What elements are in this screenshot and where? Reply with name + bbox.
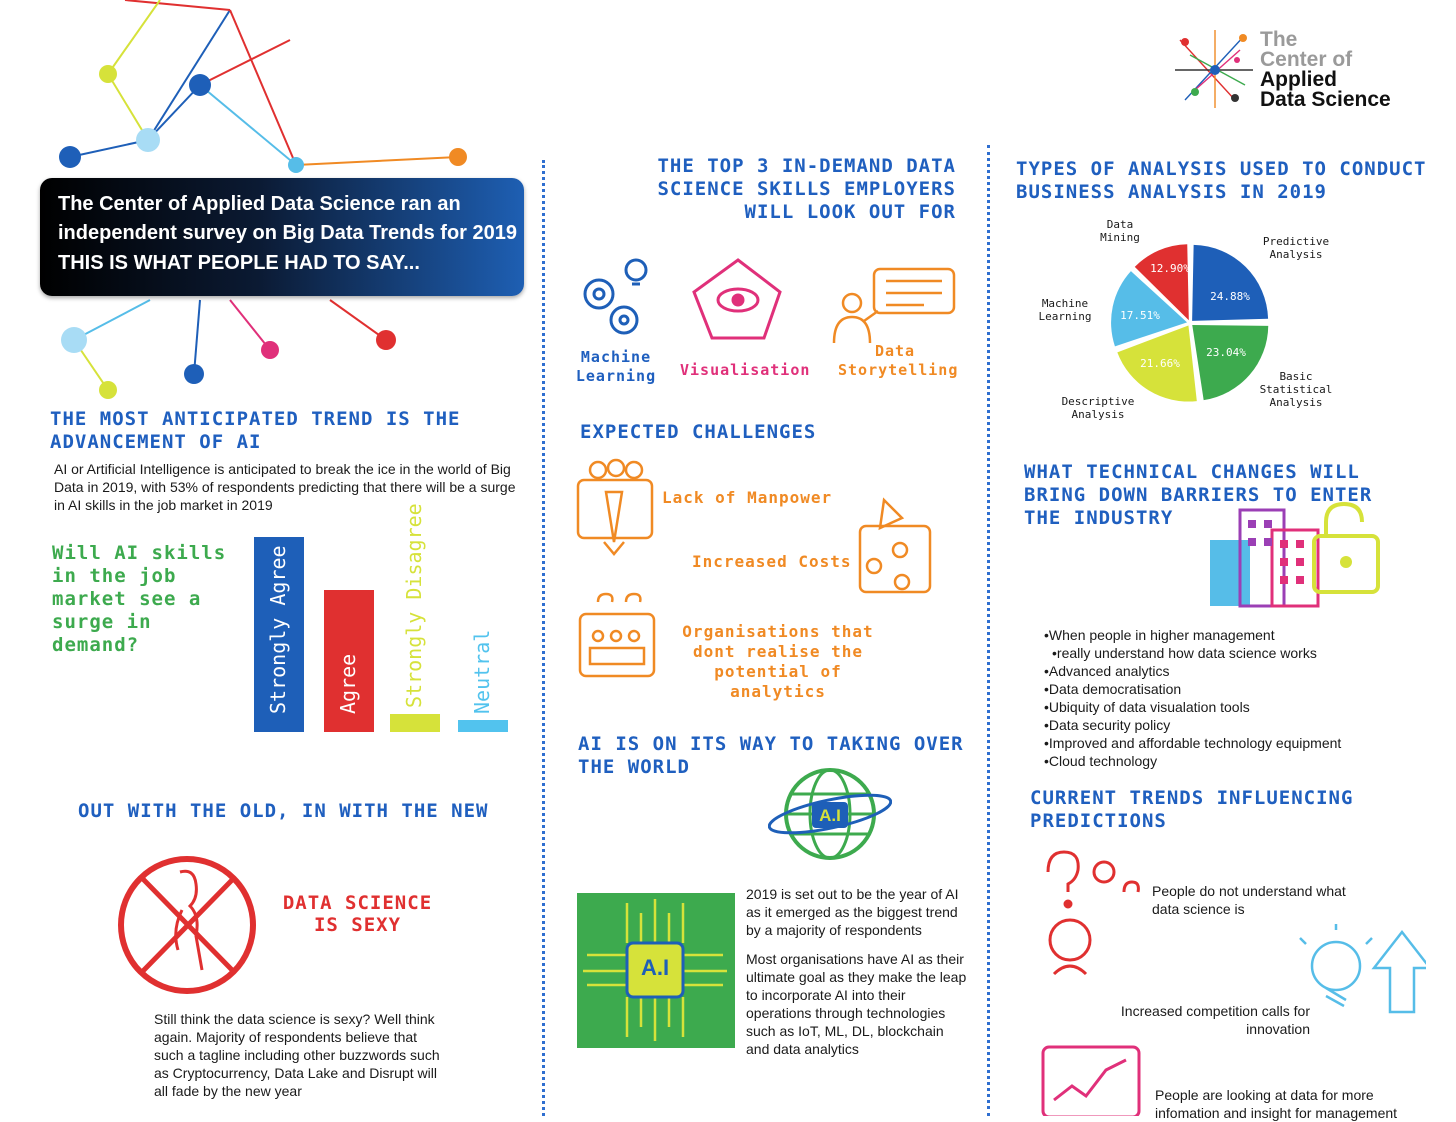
eye-network-icon [688,252,788,347]
costs-icon [850,494,934,598]
pie-label-predictive: Predictive Analysis [1262,235,1330,261]
bar-neutral [458,720,508,732]
bar-label: Agree [336,653,360,714]
challenge-costs: Increased Costs [692,552,852,571]
old-new-heading: OUT WITH THE OLD, IN WITH THE NEW [78,800,489,822]
pie-value-data-mining: 12.90% [1150,262,1190,275]
list-item: • Ubiquity of data visualation tools [1044,698,1374,716]
skill-visualisation: Visualisation [680,361,811,379]
column-divider-left [542,160,545,1116]
chip-label: A.I [640,955,670,980]
storytelling-icon [814,265,959,345]
buildings-lock-icon [1210,500,1410,610]
pie-label-machine-learning: Machine Learning [1038,297,1092,323]
bar-strongly-disagree [390,714,440,732]
bar-label: Neutral [470,629,494,714]
ai-skills-chart [240,500,530,740]
bar-label: Strongly Disagree [402,503,426,708]
column-divider-right [987,145,990,1116]
ai-world-body-2: Most organisations have AI as their ultimate goal as they make the leap to incorporate AI into their operations through technologies such as IoT, ML, DL, blockchain and data analytics [746,951,967,1057]
list-item: • really understand how data science works [1044,644,1374,662]
ai-world-body-1: 2019 is set out to be the year of AI as it emerged as the biggest trend by a majority of respondents [746,886,959,938]
list-item: • Data security policy [1044,716,1374,734]
globe-label: A.I [819,806,841,825]
challenges-heading: EXPECTED CHALLENGES [580,421,817,443]
ai-trend-body: AI or Artificial Intelligence is anticipated to break the ice in the world of Big Data in 2019, with 53% of respondents predicting that there will be a surge in AI skills in the job market in 2019 [54,461,516,513]
pie-value-descriptive: 21.66% [1140,357,1180,370]
trends-heading: CURRENT TRENDS INFLUENCING PREDICTIONS [1030,787,1354,832]
manpower-icon [574,456,656,558]
survey-question: Will AI skills in the job market see a surge in demand? [52,542,227,656]
trend-2: Increased competition calls for innovation [1120,1003,1310,1037]
skills-heading: THE TOP 3 IN-DEMAND DATA SCIENCE SKILLS EMPLOYERS WILL LOOK OUT FOR [657,155,956,223]
old-new-body: Still think the data science is sexy? Well think again. Majority of respondents believe that such a tagline including other buzzwords such as Cryptocurrency, Data Lake and Disrupt will all fade by the new year [154,1011,440,1099]
analysis-heading: TYPES OF ANALYSIS USED TO CONDUCT BUSINESS ANALYSIS IN 2019 [1016,158,1427,203]
challenge-organisations: Organisations that dont realise the potential of analytics [682,622,874,701]
data-science-sexy: DATA SCIENCE IS SEXY [282,892,433,936]
list-item: • Improved and affordable technology equipment [1044,734,1374,752]
challenge-manpower: Lack of Manpower [662,488,833,507]
trend-1: People do not understand what data science is [1152,883,1346,917]
trend-3: People are looking at data for more infomation and insight for management [1155,1087,1398,1121]
confused-person-icon [1030,842,1142,980]
logo-text: The Center of Applied Data Science [1260,28,1391,111]
gears-icon [574,252,664,342]
list-item: • Cloud technology [1044,752,1374,770]
skill-machine-learning: Machine Learning [575,348,657,385]
pie-value-predictive: 24.88% [1210,290,1250,303]
data-chart-icon [1040,1044,1142,1116]
organisation-icon [576,592,658,684]
list-item: • Data democratisation [1044,680,1374,698]
bar-label: Strongly Agree [266,545,290,714]
banner-text: The Center of Applied Data Science ran an independent survey on Big Data Trends for 2019 [58,193,518,244]
banner-callout: THIS IS WHAT PEOPLE HAD TO SAY... [58,252,420,274]
no-sexy-icon [112,850,262,1000]
idea-bulb-icon [1296,924,1426,1020]
pie-value-machine-learning: 17.51% [1120,309,1160,322]
barriers-list [1044,626,1374,770]
pie-label-data-mining: Data Mining [1100,218,1140,244]
pie-label-descriptive: Descriptive Analysis [1061,395,1135,421]
pie-value-basic-statistical: 23.04% [1206,346,1246,359]
intro-banner [40,178,524,296]
ai-world-heading: AI IS ON ITS WAY TO TAKING OVER THE WORLD [578,733,964,778]
barriers-heading: WHAT TECHNICAL CHANGES WILL BRING DOWN BARRIERS TO ENTER THE INDUSTRY [1024,461,1373,529]
logo-icon [1175,30,1255,110]
list-item: • Advanced analytics [1044,662,1374,680]
ai-trend-heading: THE MOST ANTICIPATED TREND IS THE ADVANCEMENT OF AI [50,408,461,453]
list-item: • When people in higher management [1044,626,1374,644]
skill-data-storytelling: Data Storytelling [838,342,959,379]
pie-label-basic-statistical: Basic Statistical Analysis [1259,370,1333,409]
